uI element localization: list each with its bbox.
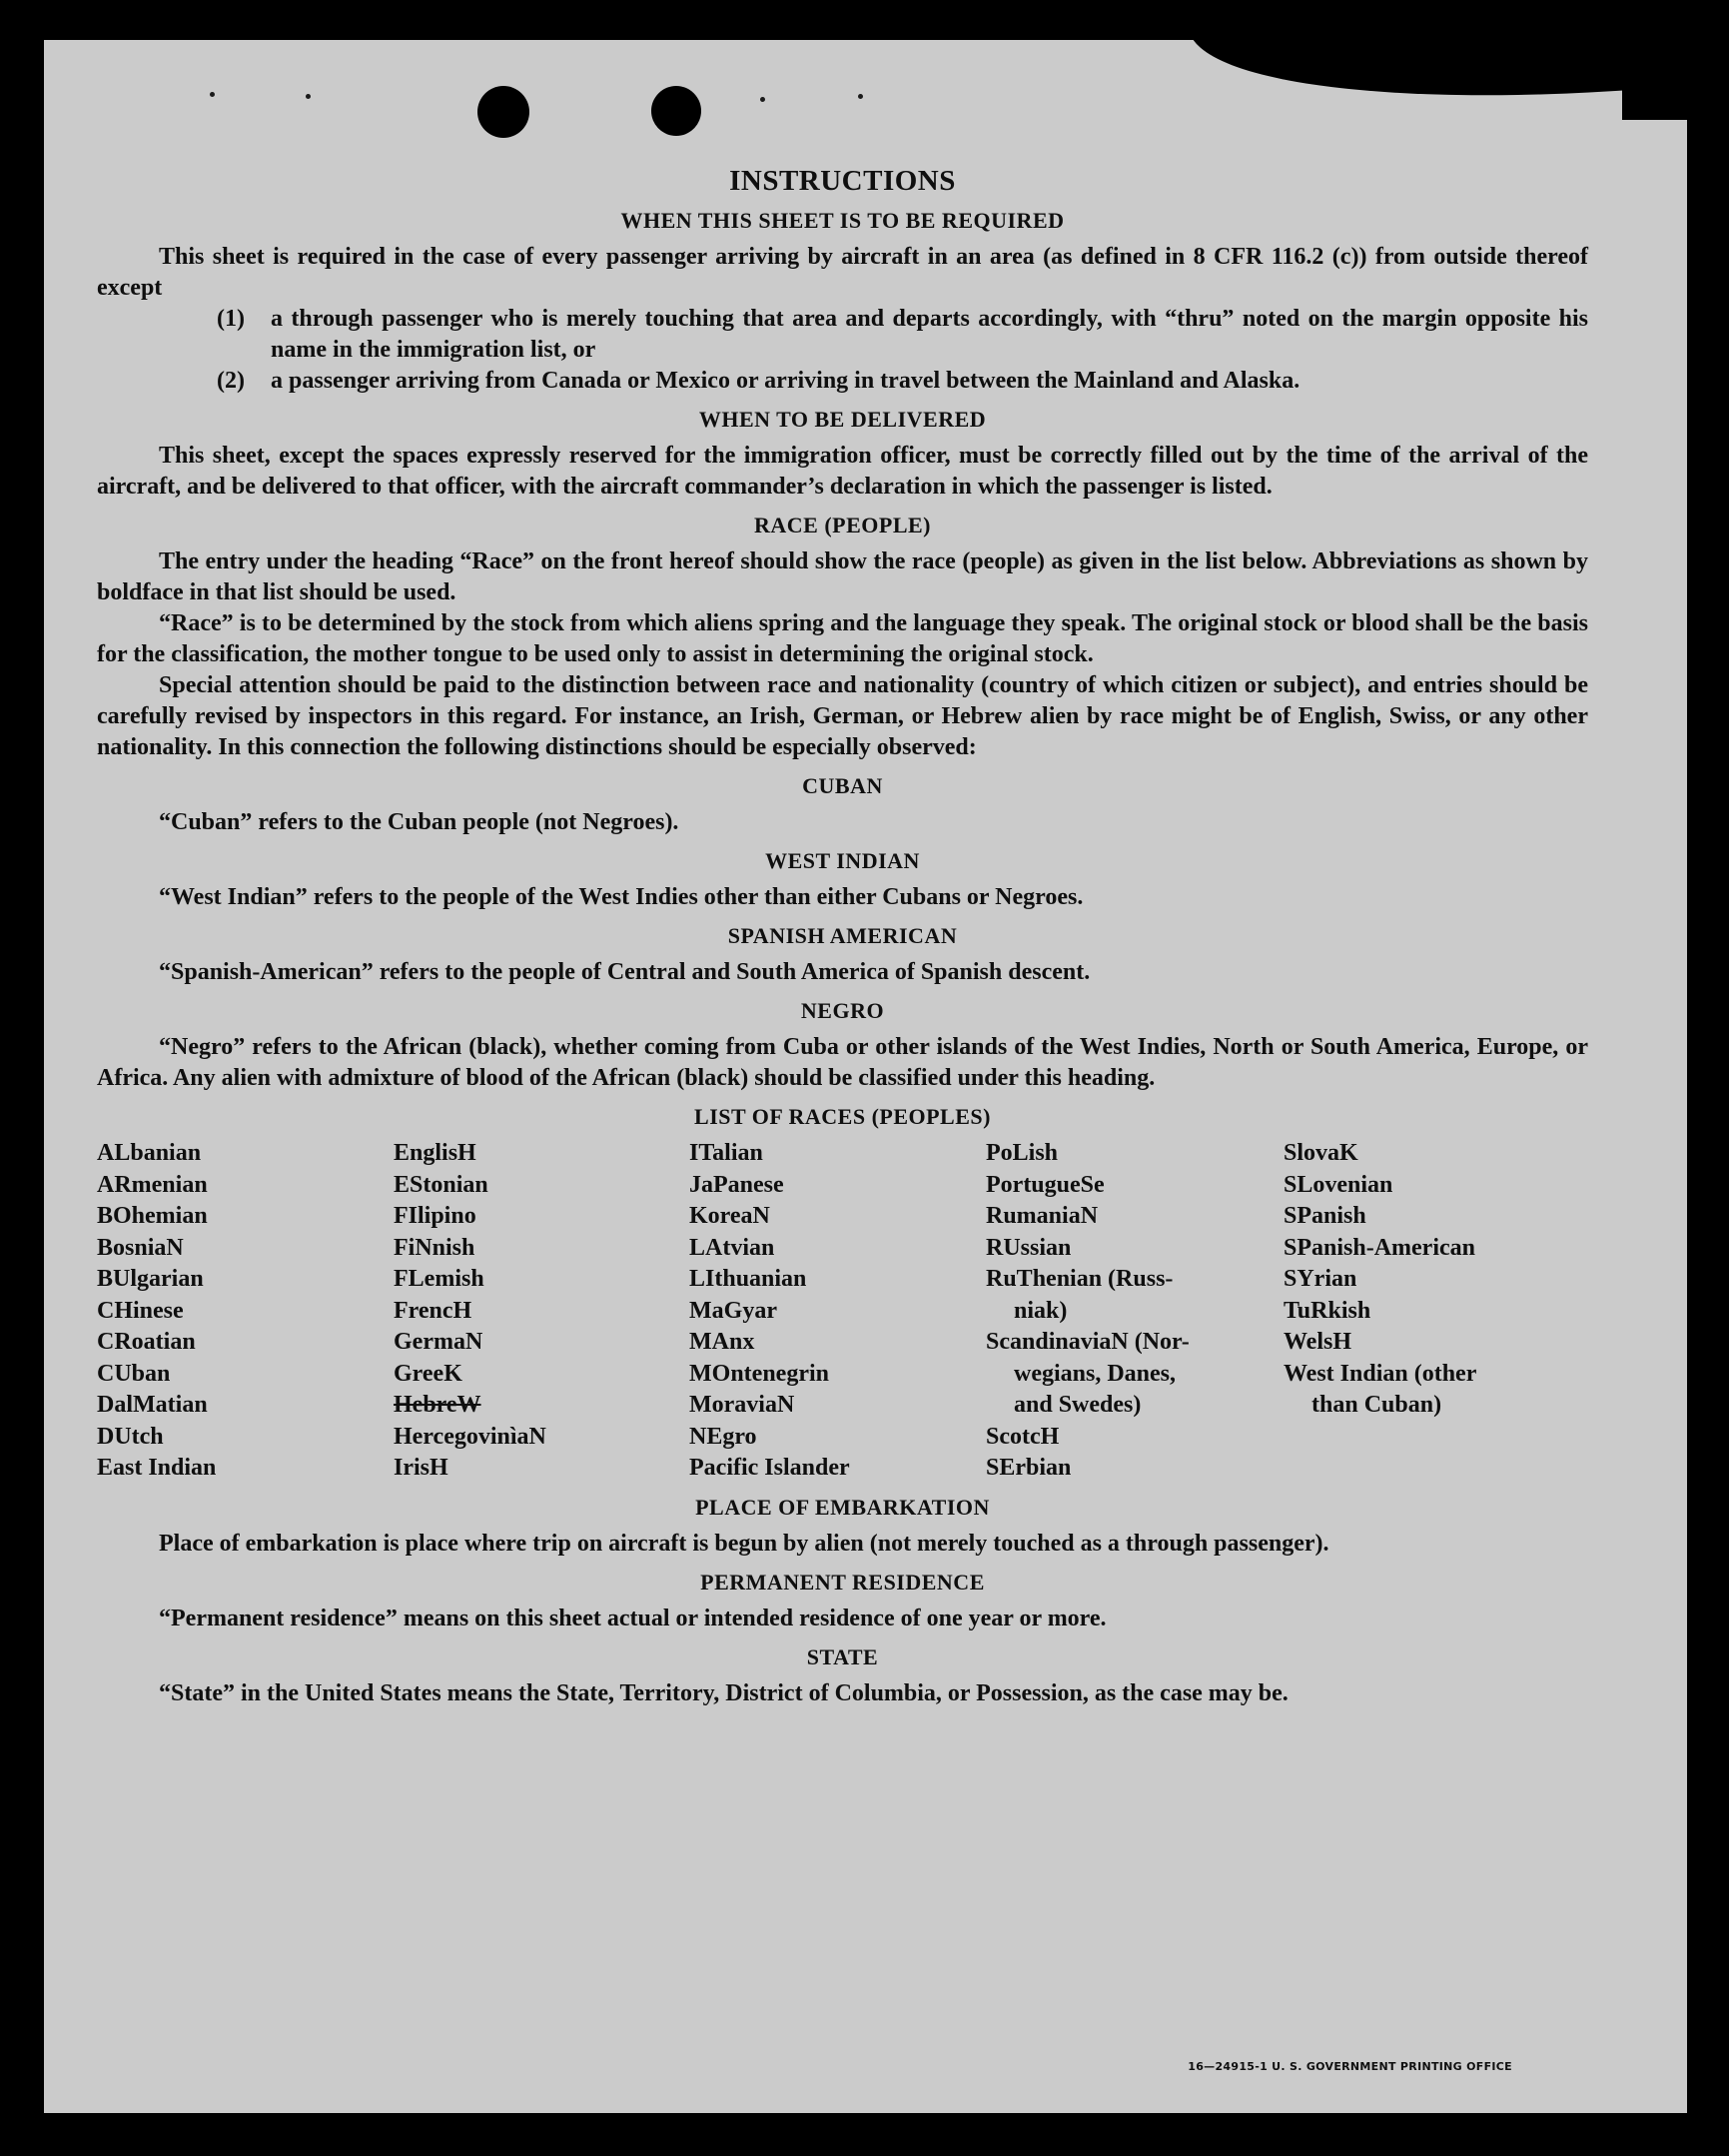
- race-item: CRoatian: [97, 1329, 196, 1355]
- instructions-content: [97, 165, 1588, 1709]
- race-item: FiNnish: [394, 1234, 475, 1261]
- race-item-continued: niak): [1014, 1297, 1068, 1324]
- race-item: ARmenian: [97, 1171, 208, 1198]
- race-item: LAtvian: [689, 1234, 775, 1261]
- item-text: a passenger arriving from Canada or Mexico or arriving in travel between the Mainland and Alaska.: [271, 368, 1300, 394]
- heading-list-of-races: LIST OF RACES (PEOPLES): [694, 1104, 991, 1129]
- heading-state: STATE: [806, 1643, 879, 1669]
- race-item: KoreaN: [689, 1203, 770, 1229]
- heading-permanent-residence: PERMANENT RESIDENCE: [700, 1569, 985, 1595]
- race-item: FLemish: [394, 1266, 484, 1292]
- race-item: ScotcH: [986, 1423, 1060, 1450]
- race-item: MOntenegrin: [689, 1360, 829, 1387]
- speck: [306, 94, 311, 99]
- when-required-body: This sheet is required in the case of every passenger arriving by aircraft in an area (as defined in 8 CFR 116.2 (c)) from outside thereof except: [97, 244, 1588, 301]
- race-item: DalMatian: [97, 1392, 208, 1418]
- race-item: NEgro: [689, 1423, 757, 1450]
- negro-body: “Negro” refers to the African (black), whether coming from Cuba or other islands of the West Indies, North or South America, Europe, or Africa. Any alien with admixture of blood of the African (black) should be classified under this heading.: [97, 1034, 1588, 1091]
- state-body: “State” in the United States means the State, Territory, District of Columbia, or Possession, as the case may be.: [159, 1679, 1289, 1706]
- race-item: DUtch: [97, 1423, 164, 1450]
- race-item: SErbian: [986, 1455, 1072, 1481]
- race-item: LIthuanian: [689, 1266, 807, 1292]
- race-item: SYrian: [1284, 1266, 1357, 1292]
- speck: [210, 92, 215, 97]
- race-item: East Indian: [97, 1455, 217, 1481]
- torn-edge-corner: [1622, 40, 1687, 120]
- race-item: GermaN: [394, 1329, 483, 1355]
- speck: [858, 94, 863, 99]
- torn-edge: [1189, 40, 1687, 137]
- heading-when-required: WHEN THIS SHEET IS TO BE REQUIRED: [620, 208, 1065, 233]
- race-item: GreeK: [394, 1360, 462, 1387]
- embarkation-body: Place of embarkation is place where trip on aircraft is begun by alien (not merely touched as a through passenger).: [159, 1530, 1329, 1557]
- race-item: TuRkish: [1284, 1297, 1371, 1324]
- race-item: ScandinaviaN (Nor-: [986, 1329, 1190, 1355]
- race-item: ITalian: [689, 1140, 763, 1166]
- item-text: a through passenger who is merely touching that area and departs accordingly, with “thru” noted on the margin opposite his name in the immigration list, or: [271, 306, 1588, 363]
- exception-item-2: [217, 366, 1588, 397]
- cuban-body: “Cuban” refers to the Cuban people (not Negroes).: [159, 809, 679, 835]
- race-item: SPanish: [1284, 1203, 1366, 1229]
- heading-when-delivered: WHEN TO BE DELIVERED: [698, 407, 987, 432]
- race-item: SPanish-American: [1284, 1234, 1475, 1261]
- race-item: RumaniaN: [986, 1203, 1099, 1229]
- race-item: ALbanian: [97, 1140, 202, 1166]
- race-item: West Indian (other: [1284, 1360, 1477, 1387]
- race-item: PoLish: [986, 1140, 1059, 1166]
- item-number: (2): [217, 368, 245, 394]
- race-column-5: [1284, 1138, 1583, 1485]
- race-item-struck: HebreW: [394, 1392, 481, 1418]
- race-item-continued: than Cuban): [1311, 1392, 1442, 1418]
- race-item: IrisH: [394, 1455, 448, 1481]
- race-item: HercegovinìaN: [394, 1423, 546, 1450]
- race-item: SLovenian: [1284, 1171, 1393, 1198]
- race-item: SlovaK: [1284, 1140, 1358, 1166]
- speck: [760, 97, 765, 102]
- race-item: JaPanese: [689, 1171, 784, 1198]
- race-column-2: [394, 1138, 689, 1485]
- race-paragraph-1: The entry under the heading “Race” on the front hereof should show the race (people) as given in the list below. Abbreviations as shown by boldface in that list should be used.: [97, 548, 1588, 605]
- race-item: MAnx: [689, 1329, 755, 1355]
- exception-item-1: [217, 304, 1588, 366]
- race-item: WelsH: [1284, 1329, 1352, 1355]
- race-item: BUlgarian: [97, 1266, 204, 1292]
- race-item: CHinese: [97, 1297, 184, 1324]
- race-item: CUban: [97, 1360, 171, 1387]
- heading-west-indian: WEST INDIAN: [765, 848, 920, 873]
- race-item: MaGyar: [689, 1297, 777, 1324]
- race-paragraph-2: “Race” is to be determined by the stock from which aliens spring and the language they speak. The original stock or blood shall be the basis for the classification, the mother tongue to be used only to assist in determining the original stock.: [97, 610, 1588, 667]
- race-item: RUssian: [986, 1234, 1072, 1261]
- race-item: PortugueSe: [986, 1171, 1105, 1198]
- race-column-4: [986, 1138, 1284, 1485]
- item-number: (1): [217, 306, 245, 332]
- spanish-american-body: “Spanish-American” refers to the people of Central and South America of Spanish descent.: [159, 959, 1091, 985]
- heading-cuban: CUBAN: [802, 773, 883, 798]
- heading-spanish-american: SPANISH AMERICAN: [727, 923, 958, 948]
- punch-hole-left: [477, 86, 529, 138]
- heading-negro: NEGRO: [800, 998, 885, 1023]
- race-item: RuThenian (Russ-: [986, 1266, 1174, 1292]
- form-sheet: [44, 40, 1687, 2113]
- race-item: EStonian: [394, 1171, 488, 1198]
- race-item-continued: and Swedes): [1014, 1392, 1142, 1418]
- race-item: MoraviaN: [689, 1392, 795, 1418]
- heading-embarkation: PLACE OF EMBARKATION: [695, 1494, 990, 1520]
- permanent-residence-body: “Permanent residence” means on this sheet actual or intended residence of one year or more.: [159, 1605, 1107, 1631]
- race-item: BOhemian: [97, 1203, 208, 1229]
- race-column-1: [97, 1138, 394, 1485]
- west-indian-body: “West Indian” refers to the people of the West Indies other than either Cubans or Negroes.: [159, 884, 1084, 910]
- printing-office-code: 16—24915-1 U. S. GOVERNMENT PRINTING OFFICE: [1188, 2060, 1512, 2073]
- page-title: INSTRUCTIONS: [729, 165, 956, 197]
- race-item: FIlipino: [394, 1203, 476, 1229]
- race-item: FrencH: [394, 1297, 472, 1324]
- race-column-3: [689, 1138, 986, 1485]
- punch-hole-right: [651, 86, 701, 136]
- heading-race: RACE (PEOPLE): [754, 513, 931, 538]
- race-item: EnglisH: [394, 1140, 476, 1166]
- race-item-continued: wegians, Danes,: [1014, 1360, 1177, 1387]
- when-delivered-body: This sheet, except the spaces expressly reserved for the immigration officer, must be correctly filled out by the time of the arrival of the aircraft, and be delivered to that officer, with the aircraft commander’s declaration in which the passenger is listed.: [97, 443, 1588, 500]
- race-paragraph-3: Special attention should be paid to the distinction between race and nationality (country of which citizen or subject), and entries should be carefully revised by inspectors in this regard. For instance, an Irish, German, or Hebrew alien by race might be of English, Swiss, or any other nationality. In this connection the following distinctions should be especially observed:: [97, 672, 1588, 760]
- race-list: [97, 1138, 1588, 1485]
- race-item: Pacific Islander: [689, 1455, 850, 1481]
- race-item: BosniaN: [97, 1234, 184, 1261]
